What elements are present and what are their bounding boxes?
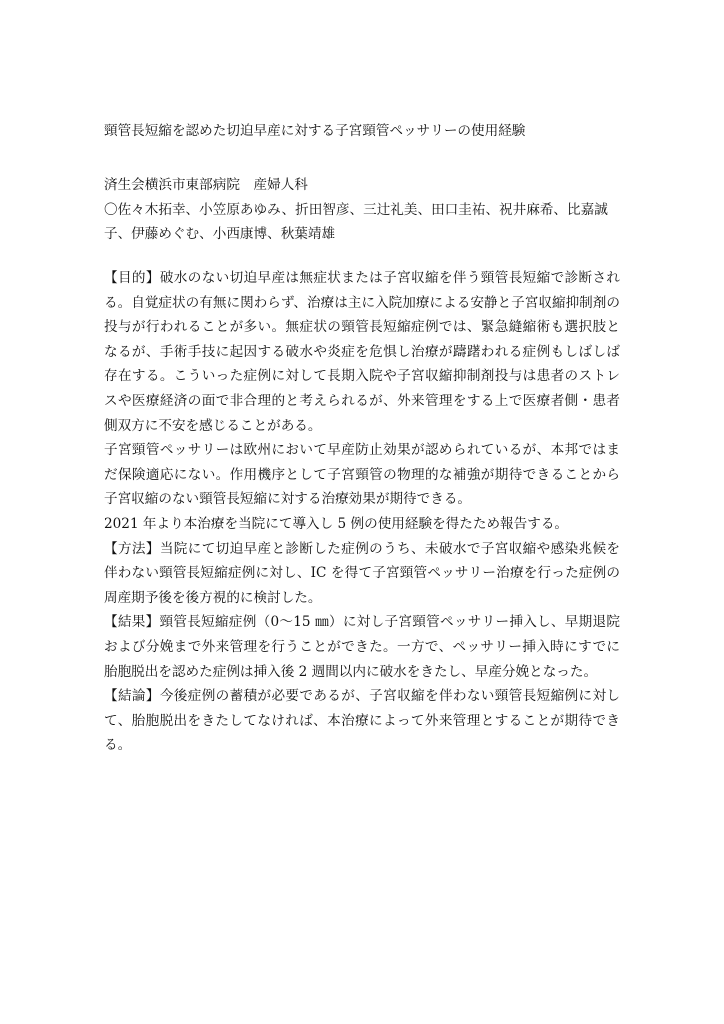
- purpose-heading: 【目的】: [104, 270, 160, 286]
- affiliation: 済生会横浜市東部病院 産婦人科: [104, 177, 308, 193]
- method-text: 当院にて切迫早産と診断した症例のうち、未破水で子宮収縮や感染兆候を伴わない頸管長短縮症例に対し、IC を得て子宮頸管ペッサリー治療を行った症例の周産期予後を後方視的に検討した。: [104, 540, 621, 606]
- method-paragraph: [104, 537, 620, 611]
- purpose-paragraph-3: 2021 年より本治療を当院にて導入し 5 例の使用経験を得たため報告する。: [104, 515, 569, 532]
- author-list: 〇佐々木拓幸、小笠原あゆみ、折田智彦、三辻礼美、田口圭祐、祝井麻希、比嘉誠子、伊藤めぐむ、小西康博、秋葉靖雄: [104, 202, 608, 242]
- conclusion-paragraph: [104, 684, 620, 758]
- conclusion-text: 今後症例の蓄積が必要であるが、子宮収縮を伴わない頸管長短縮例に対して、胎胞脱出をきたしてなければ、本治療によって外来管理とすることが期待できる。: [104, 688, 621, 754]
- results-heading: 【結果】: [104, 614, 160, 631]
- purpose-paragraph: [104, 266, 620, 438]
- document-title: 頸管長短縮を認めた切迫早産に対する子宮頸管ペッサリーの使用経験: [104, 123, 526, 139]
- conclusion-heading: 【結論】: [104, 688, 160, 705]
- results-text: 頸管長短縮症例（0～15 ㎜）に対し子宮頸管ペッサリー挿入し、早期退院および分娩まで外来管理を行うことができた。一方で、ペッサリー挿入時にすでに胎胞脱出を認めた症例は挿入後 2 週間以内に破水をきたし、早産分娩となった。: [104, 614, 621, 680]
- method-heading: 【方法】: [104, 540, 160, 557]
- abstract-body: [104, 266, 620, 758]
- purpose-text: 破水のない切迫早産は無症状または子宮収縮を伴う頸管長短縮で診断される。自覚症状の有無に関わらず、治療は主に入院加療による安静と子宮収縮抑制剤の投与が行われることが多い。無症状の頸管長短縮症例では、緊急縫縮術も選択肢となるが、手術手技に起因する破水や炎症を危惧し治療が躊躇われる症例もしばしば存在する。こういった症例に対して長期入院や子宮収縮抑制剤投与は患者のストレスや医療経済の面で非合理的と考えられるが、外来管理をする上で医療者側・患者側双方に不安を感じることがある。: [104, 270, 621, 434]
- purpose-paragraph-2: 子宮頸管ペッサリーは欧州において早産防止効果が認められているが、本邦ではまだ保険適応にない。作用機序として子宮頸管の物理的な補強が期待できることから子宮収縮のない頸管長短縮に対する治療効果が期待できる。: [104, 442, 620, 508]
- results-paragraph: [104, 610, 620, 684]
